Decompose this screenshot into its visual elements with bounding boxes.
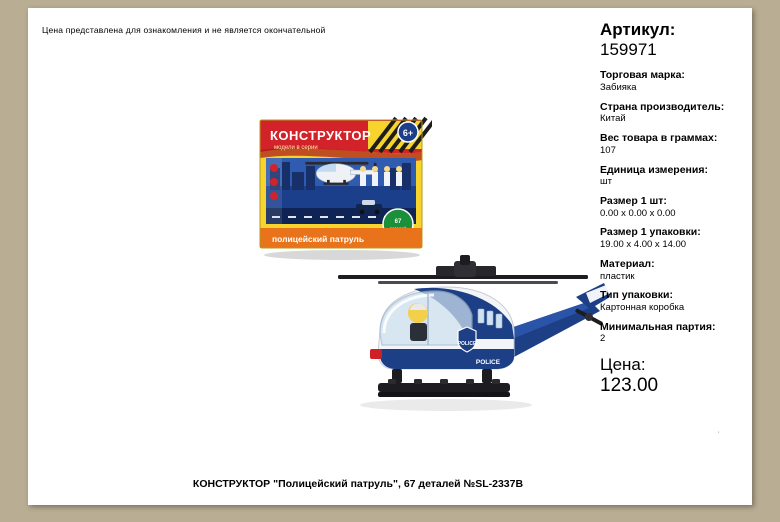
price-label: Цена:: [600, 355, 646, 375]
spec-value: пластик: [600, 270, 635, 282]
spec-label: Торговая марка:: [600, 69, 685, 82]
spec-value: Забияка: [600, 81, 637, 93]
spec-label: Тип упаковки:: [600, 289, 673, 302]
spec-country: [600, 101, 750, 125]
svg-text:67: 67: [394, 219, 402, 225]
spec-package-size: [600, 226, 750, 250]
svg-text:6+: 6+: [402, 128, 414, 138]
product-box-image: [250, 112, 432, 260]
spec-label: Материал:: [600, 257, 655, 270]
product-info-panel: [600, 20, 750, 398]
spec-label: Размер 1 шт:: [600, 194, 667, 207]
spec-value: Китай: [600, 113, 626, 125]
article-value: 159971: [600, 39, 657, 59]
spec-unit: [600, 164, 750, 188]
svg-text:полицейский патруль: полицейский патруль: [272, 234, 365, 244]
spec-item-size: [600, 195, 750, 219]
svg-text:КОНСТРУКТОР: КОНСТРУКТОР: [270, 128, 372, 143]
spec-value: Картонная коробка: [600, 301, 685, 313]
product-helicopter-image: [318, 253, 613, 443]
spec-package-type: [600, 289, 750, 313]
spec-min-batch: [600, 321, 750, 345]
page-mark: ': [718, 432, 720, 438]
spec-label: Единица измерения:: [600, 163, 708, 176]
spec-value: 2: [600, 333, 606, 345]
spec-value: 19.00 x 4.00 x 14.00: [600, 239, 687, 251]
price-value: 123.00: [600, 374, 659, 396]
spec-brand: [600, 69, 750, 93]
price-block: [600, 355, 750, 397]
article-label: Артикул:: [600, 20, 676, 39]
spec-value: 107: [600, 144, 616, 156]
product-caption-text: КОНСТРУКТОР "Полицейский патруль", 67 деталей №SL-2337B: [192, 478, 524, 490]
spec-weight: [600, 132, 750, 156]
heli-side-label: POLICE: [475, 359, 501, 366]
spec-label: Минимальная партия:: [600, 320, 716, 333]
spec-material: [600, 258, 750, 282]
spec-value: 0.00 x 0.00 x 0.00: [600, 207, 676, 219]
spec-label: Вес товара в граммах:: [600, 132, 718, 145]
spec-label: Страна производитель:: [600, 100, 725, 113]
svg-text:модели в серии: модели в серии: [274, 145, 318, 151]
heli-badge-label: POLICE: [457, 341, 477, 347]
price-disclaimer: Цена представлена для ознакомления и не является окончательной: [42, 25, 326, 35]
spec-label: Размер 1 упаковки:: [600, 226, 701, 239]
spec-value: шт: [600, 176, 612, 188]
product-caption: [28, 478, 752, 490]
document-page: [28, 8, 752, 505]
